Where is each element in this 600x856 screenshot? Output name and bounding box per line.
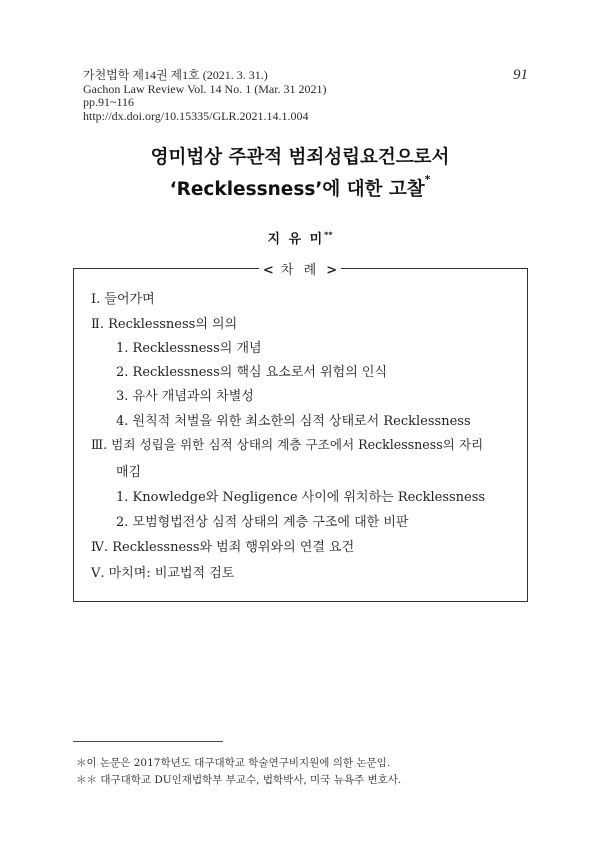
toc-subsection-2-4: 4. 원칙적 처벌을 위한 최소한의 심적 상태로서 Recklessness	[116, 414, 471, 429]
paper-title-line-2	[0, 175, 600, 201]
toc-subsection-2-1: 1. Recklessness의 개념	[116, 341, 262, 356]
toc-heading	[0, 259, 600, 278]
author-name	[0, 228, 600, 247]
toc-subsection-3-1: 1. Knowledge와 Negligence 사이에 위치하는 Recklessness	[116, 490, 486, 505]
title-footnote-mark: *	[424, 173, 431, 186]
page-number: 91	[513, 67, 528, 83]
page-range: pp.91~116	[83, 95, 135, 109]
toc-section-4: Ⅳ. Recklessness와 범죄 행위와의 연결 요건	[91, 540, 355, 555]
toc-section-3: Ⅲ. 범죄 성립을 위한 심적 상태의 계층 구조에서 Recklessness의 자리	[91, 437, 484, 452]
toc-section-3-continuation: 매김	[116, 465, 142, 480]
toc-section-1: Ⅰ. 들어가며	[91, 292, 155, 307]
journal-citation-block	[83, 69, 327, 123]
footnote-funding: ＊이 논문은 2017학년도 대구대학교 학술연구비지원에 의한 논문임.	[76, 757, 391, 769]
toc-subsection-2-3: 3. 유사 개념과의 차별성	[116, 389, 254, 404]
toc-heading-left-arrow-icon: <	[262, 263, 274, 278]
toc-section-5: Ⅴ. 마치며: 비교법적 검토	[91, 566, 235, 581]
toc-subsection-2-2: 2. Recklessness의 핵심 요소로서 위험의 인식	[116, 365, 388, 380]
toc-heading-label: 차 례	[280, 263, 320, 278]
toc-heading-right-arrow-icon: >	[326, 263, 338, 278]
paper-title-line-1: 영미법상 주관적 범죄성립요건으로서	[150, 147, 450, 168]
journal-issue-english: Gachon Law Review Vol. 14 No. 1 (Mar. 31 2021)	[83, 81, 327, 96]
footnote-author-affiliation: ＊＊ 대구대학교 DU인재법학부 부교수, 법학박사, 미국 뉴욕주 변호사.	[76, 774, 402, 786]
toc-subsection-3-2: 2. 모범형법전상 심적 상태의 계층 구조에 대한 비판	[116, 515, 409, 530]
doi-link[interactable]: http://dx.doi.org/10.15335/GLR.2021.14.1.004	[83, 108, 309, 123]
paper-title-text: ‘Recklessness’에 대한 고찰	[169, 179, 425, 200]
journal-issue-korean: 가천법학 제14권 제1호 (2021. 3. 31.)	[83, 68, 268, 82]
toc-section-2: Ⅱ. Recklessness의 의의	[91, 317, 238, 332]
footnote-divider	[73, 741, 223, 742]
author-name-text: 지 유 미	[267, 232, 325, 247]
author-footnote-mark: **	[324, 230, 333, 240]
